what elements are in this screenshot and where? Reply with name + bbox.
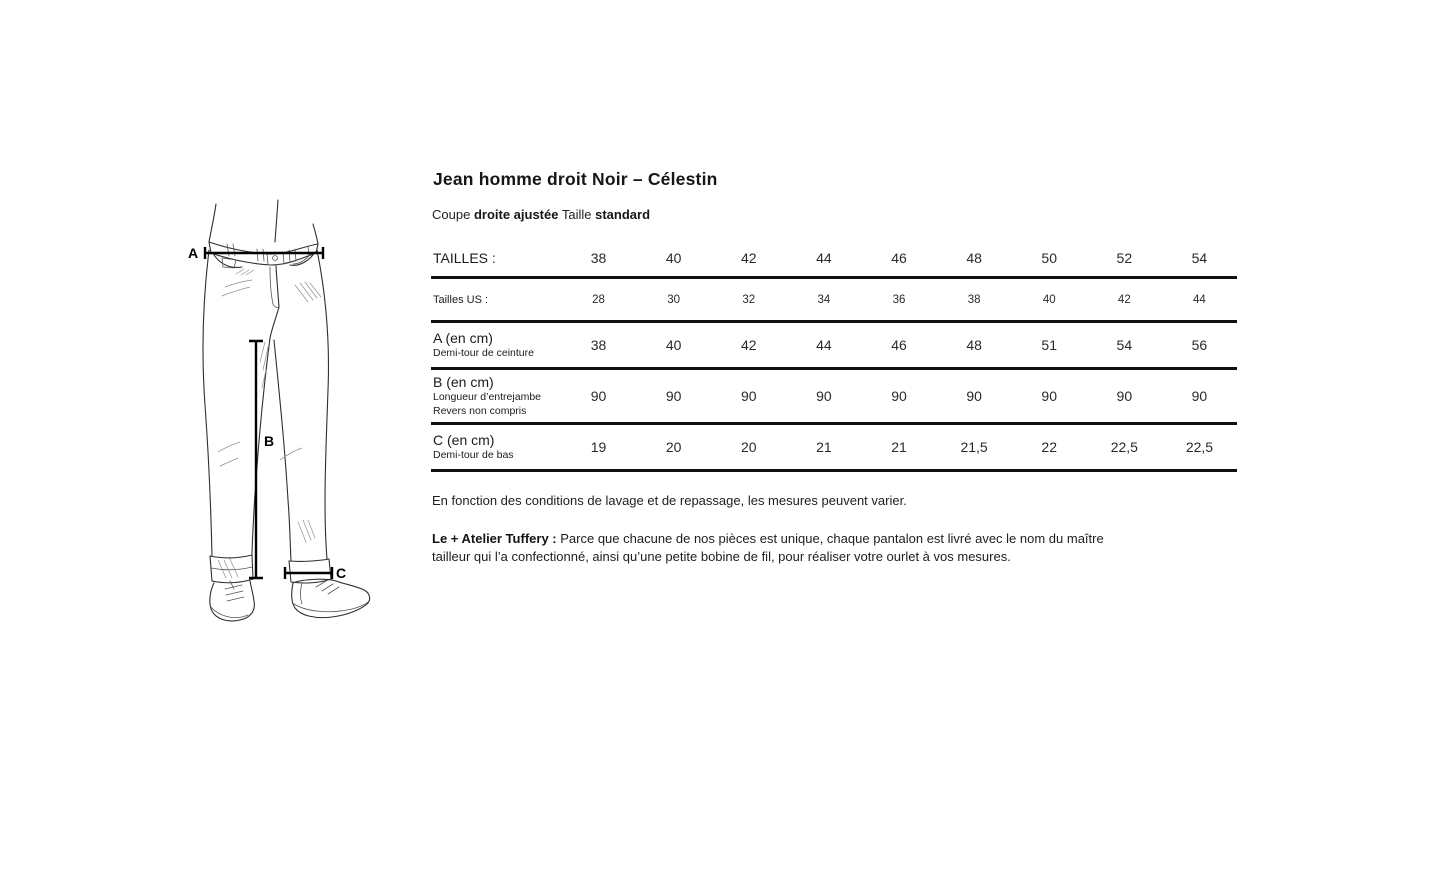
size-cell: 48 xyxy=(966,249,982,266)
size-cell: 46 xyxy=(891,249,907,266)
size-cell: 44 xyxy=(816,337,832,353)
size-cell: 40 xyxy=(665,337,682,353)
size-cell: 21,5 xyxy=(960,439,988,455)
row-label xyxy=(431,250,561,266)
row-label-main: Tailles US : xyxy=(433,293,489,306)
size-cell: 90 xyxy=(1191,388,1208,404)
row-label-main: C (en cm) xyxy=(433,431,495,448)
size-cell: 52 xyxy=(1116,249,1133,266)
row-label-sub: Revers non compris xyxy=(433,405,527,417)
table-row-b xyxy=(431,370,1237,425)
size-cell: 28 xyxy=(592,293,605,306)
measure-c-label: C xyxy=(336,565,347,581)
row-label-sub: Demi-tour de ceinture xyxy=(433,346,534,359)
size-cell: 22,5 xyxy=(1110,439,1138,455)
size-cell: 38 xyxy=(967,293,981,306)
atelier-note-title: Le + Atelier Tuffery : xyxy=(432,531,557,546)
size-cell: 42 xyxy=(740,249,757,266)
size-cell: 90 xyxy=(740,388,757,404)
size-cell: 21 xyxy=(816,439,832,455)
size-cell: 90 xyxy=(966,388,982,404)
size-guide-content xyxy=(431,169,1237,566)
size-cell: 46 xyxy=(891,337,907,353)
size-cell: 42 xyxy=(1117,293,1131,306)
table-row-tailles-us xyxy=(431,279,1237,323)
size-cell: 44 xyxy=(816,249,832,266)
table-row-tailles xyxy=(431,239,1237,279)
size-cell: 51 xyxy=(1041,337,1057,353)
size-cell: 50 xyxy=(1041,249,1057,266)
row-label xyxy=(431,374,561,419)
row-label-main: B (en cm) xyxy=(433,373,494,390)
row-label-main: TAILLES : xyxy=(433,249,496,266)
size-cell: 36 xyxy=(892,293,906,306)
atelier-note xyxy=(432,530,1140,566)
size-cell: 90 xyxy=(665,388,682,404)
row-label-main: A (en cm) xyxy=(433,329,493,346)
size-cell: 20 xyxy=(740,439,757,455)
page-title: Jean homme droit Noir – Célestin xyxy=(433,169,718,189)
measure-a-label: A xyxy=(188,245,199,261)
size-cell: 54 xyxy=(1191,249,1208,266)
table-row-a xyxy=(431,323,1237,370)
size-cell: 90 xyxy=(590,388,607,404)
row-label xyxy=(431,294,561,306)
size-cell: 44 xyxy=(1193,293,1206,306)
size-table xyxy=(431,239,1237,472)
size-cell: 32 xyxy=(742,293,756,306)
taille-value: standard xyxy=(595,207,651,222)
measure-b-label: B xyxy=(264,433,275,449)
size-cell: 54 xyxy=(1116,337,1133,353)
row-label xyxy=(431,432,561,462)
coupe-value: droite ajustée xyxy=(473,207,559,222)
size-cell: 22 xyxy=(1041,439,1057,455)
size-cell: 40 xyxy=(1042,293,1056,306)
row-label-sub: Longueur d’entrejambe xyxy=(433,390,541,403)
care-note: En fonction des conditions de lavage et de repassage, les mesures peuvent varier. xyxy=(432,493,907,508)
taille-label: Taille xyxy=(561,207,592,222)
size-cell: 40 xyxy=(665,249,682,266)
size-cell: 19 xyxy=(590,439,607,455)
size-cell: 22,5 xyxy=(1185,439,1214,455)
atelier-note-text: Parce que chacune de nos pièces est unique, chaque pantalon est livré avec le nom du maître tailleur qui l’a confectionné, ainsi qu’une petite bobine de fil, pour réaliser votre ourlet à vos mesures. xyxy=(432,531,1104,564)
size-cell: 20 xyxy=(665,439,682,455)
size-cell: 56 xyxy=(1191,337,1208,353)
size-cell: 90 xyxy=(1041,388,1057,404)
size-cell: 34 xyxy=(817,293,831,306)
size-cell: 30 xyxy=(667,293,681,306)
size-cell: 48 xyxy=(966,337,982,353)
size-cell: 90 xyxy=(1116,388,1133,404)
table-row-c xyxy=(431,425,1237,472)
coupe-label: Coupe xyxy=(432,207,471,222)
size-cell: 21 xyxy=(891,439,907,455)
row-label xyxy=(431,330,561,360)
size-cell: 38 xyxy=(590,249,607,266)
product-fit-line xyxy=(432,207,1237,222)
size-cell: 90 xyxy=(891,388,907,404)
size-cell: 90 xyxy=(816,388,832,404)
size-cell: 38 xyxy=(590,337,607,353)
jeans-measurement-illustration xyxy=(130,190,430,640)
row-label-sub: Demi-tour de bas xyxy=(433,448,514,461)
size-cell: 42 xyxy=(740,337,757,353)
